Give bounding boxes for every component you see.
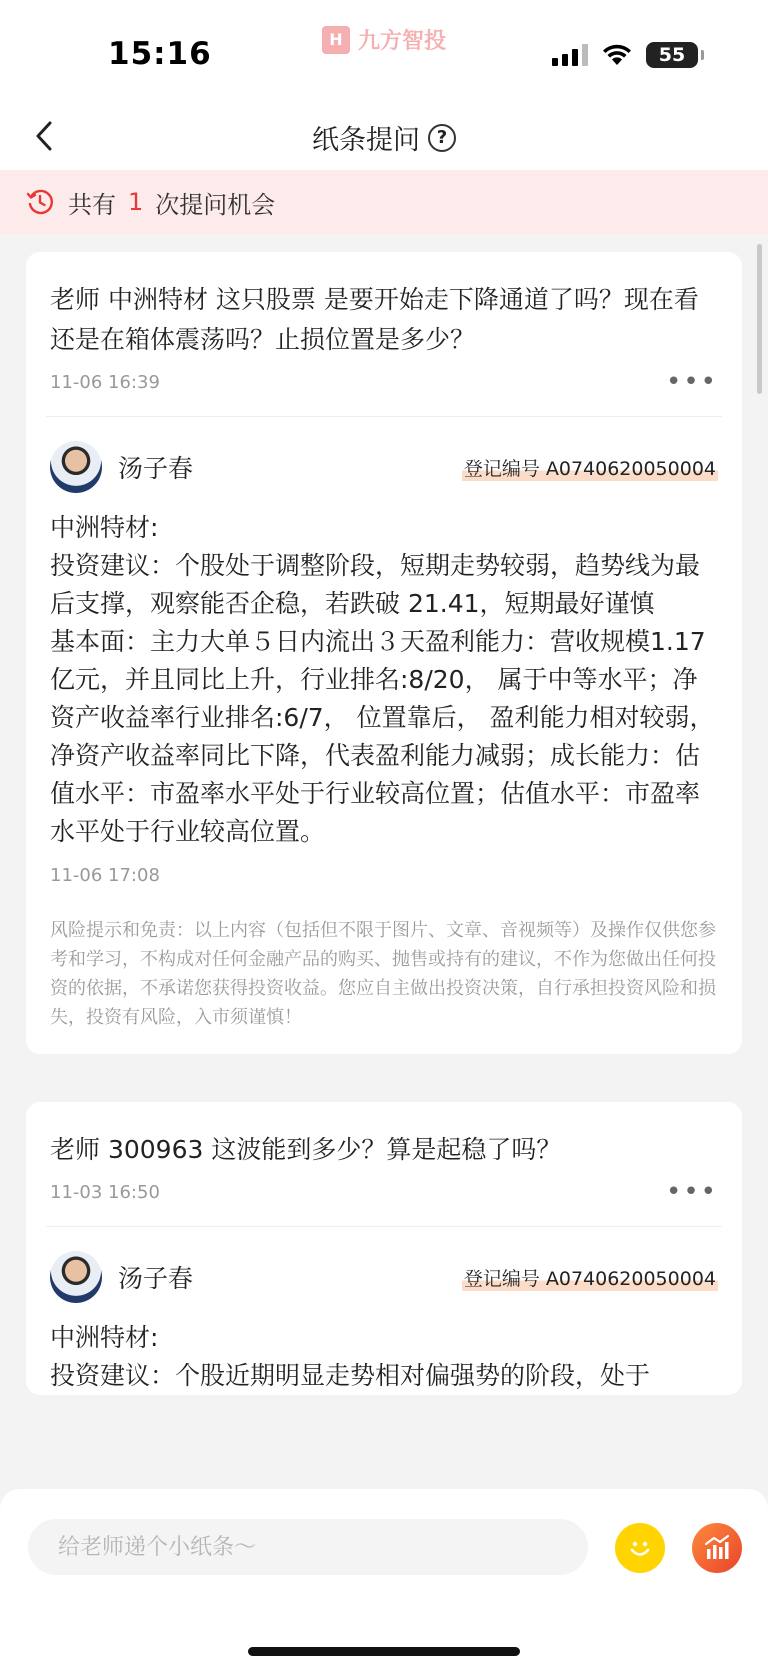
divider [46, 416, 722, 417]
question-time: 11-03 16:50 [50, 1181, 160, 1203]
answer-line: 中洲特材: [50, 513, 159, 542]
message-input[interactable] [28, 1519, 588, 1575]
emoji-button[interactable] [615, 1523, 665, 1573]
registration-number: 登记编号 A0740620050004 [462, 1264, 718, 1291]
wifi-icon [602, 44, 632, 66]
risk-disclaimer: 风险提示和免责：以上内容（包括但不限于图片、文章、音视频等）及操作仅供您参考和学习，不构成对任何金融产品的购买、抛售或持有的建议，不作为您做出任何投资的依据，不承诺您获得投资收益。您应自主做出投资决策，自行承担投资风险和损失，投资有风险，入市须谨慎！ [50, 920, 716, 1028]
answer-time: 11-06 17:08 [50, 865, 160, 886]
app-watermark-text: 九方智投 [358, 29, 447, 54]
home-indicator[interactable] [248, 1647, 520, 1656]
answer-line: 中洲特材: [50, 1323, 159, 1352]
quota-count: 1 [128, 188, 144, 216]
more-dots-icon[interactable]: ••• [665, 367, 718, 397]
answer-line: 投资建议：个股近期明显走势相对偏强势的阶段，处于 [50, 1361, 651, 1390]
stock-chart-icon [701, 1532, 733, 1564]
status-bar [0, 0, 768, 100]
divider [46, 1226, 722, 1227]
question-list[interactable] [0, 234, 768, 1489]
teacher-name[interactable]: 汤子春 [118, 454, 194, 483]
status-time: 15:16 [108, 36, 212, 72]
app-watermark [322, 24, 446, 55]
scrollbar[interactable] [757, 244, 762, 394]
clock-icon [26, 188, 54, 216]
smiley-icon [623, 1531, 657, 1565]
question-text: 老师 中洲特材 这只股票 是要开始走下降通道了吗？现在看还是在箱体震荡吗？止损位置是多少？ [50, 285, 699, 354]
quota-prefix: 共有 [68, 190, 116, 219]
answer-text [50, 1319, 718, 1395]
question-text: 老师 300963 这波能到多少？算是起稳了吗？ [50, 1135, 562, 1164]
question-time: 11-06 16:39 [50, 371, 160, 393]
more-dots-icon[interactable]: ••• [665, 1177, 718, 1207]
registration-number: 登记编号 A0740620050004 [462, 454, 718, 481]
status-icons [552, 42, 698, 68]
teacher-avatar[interactable] [50, 441, 102, 493]
compose-bar [0, 1489, 768, 1669]
page-title: 纸条提问 [312, 125, 420, 156]
teacher-avatar[interactable] [50, 1251, 102, 1303]
question-circle-icon[interactable]: ? [428, 124, 456, 152]
stock-button[interactable] [692, 1523, 742, 1573]
answer-line: 基本面：主力大单５日内流出３天盈利能力：营收规模1.17亿元，并且同比上升，行业排名:8/20， 属于中等水平；净资产收益率行业排名:6/7， 位置靠后， 盈利能力相对较弱，净资产收益率同比下降，代表盈利能力减弱；成长能力：估值水平：市盈率水平处于行业较高位置；估值水平：市盈率水平处于行业较高位置。 [50, 627, 715, 846]
quota-banner [0, 170, 768, 234]
answer-text [50, 509, 718, 851]
question-card [26, 252, 742, 1054]
nav-bar [0, 100, 768, 170]
answer-line: 投资建议：个股处于调整阶段，短期走势较弱，趋势线为最后支撑，观察能否企稳，若跌破 21.41，短期最好谨慎 [50, 551, 701, 618]
battery-icon: 55 [646, 42, 698, 68]
app-logo-icon: H [322, 26, 350, 54]
cellular-signal-icon [552, 44, 588, 66]
quota-suffix: 次提问机会 [155, 190, 276, 219]
teacher-name[interactable]: 汤子春 [118, 1264, 194, 1293]
question-card [26, 1102, 742, 1395]
